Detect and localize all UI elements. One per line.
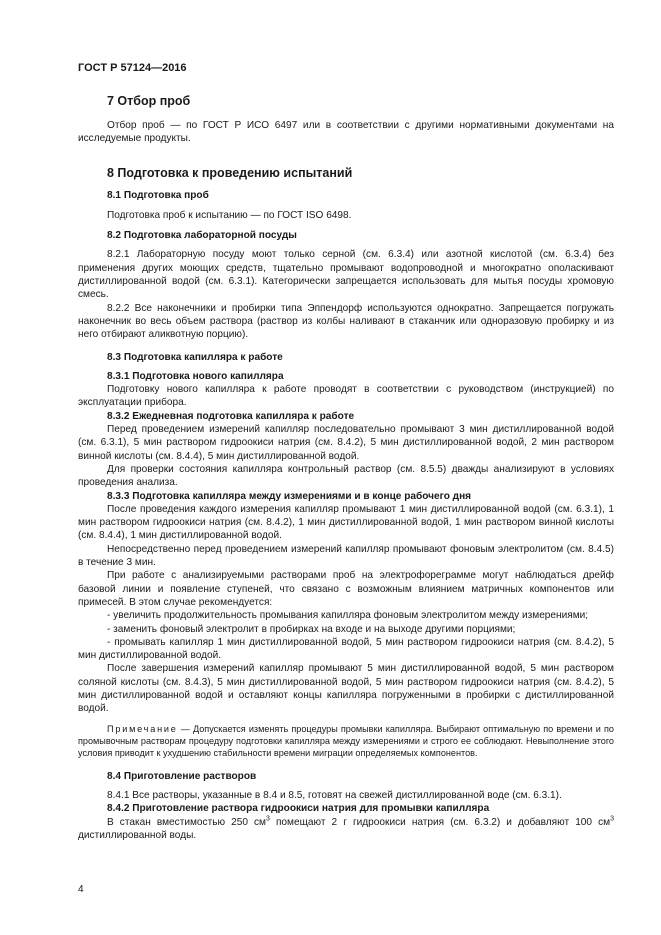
section-8-3-title: 8.3 Подготовка капилляра к работе <box>107 351 283 363</box>
section-8-3-2-text-1: Перед проведением измерений капилляр последовательно промывают 3 мин дистиллированной водой (см. 6.3.1), 5 мин раствором гидроокиси натрия (см. 8.4.2), 5 мин дистиллированной водой, 2 мин раствором винной кислоты (см. 8.4.4), 5 мин дистиллированной водой. <box>78 424 614 462</box>
note-label: Примечание <box>107 723 178 734</box>
section-8-3-3-text-4: После завершения измерений капилляр промывают 5 мин дистиллированной водой, 5 мин раствором соляной кислоты (см. 8.4.3), 5 мин дистиллированной водой, 5 мин раствором гидроокиси натрия (см. 8.4.2), 5 мин дистиллированной водой и оставляют концы капилляра погруженными в пробирки с дистиллированной водой. <box>78 663 614 715</box>
note-text: — Допускается изменять процедуры промывки капилляра. Выбирают оптимальную по времени и по промывочным растворам процедуру подготовки капилляра между измерениями и строго ее соблюдают. Невыполнение этого условия приводит к ухудшению стабильности времени миграции определяемых компонентов. <box>78 723 614 759</box>
section-8-4-2-title: 8.4.2 Приготовление раствора гидроокиси натрия для промывки капилляра <box>107 803 490 815</box>
page-number: 4 <box>78 884 84 895</box>
document-code: ГОСТ Р 57124—2016 <box>78 62 187 74</box>
section-8-3-2-text-2: Для проверки состояния капилляра контрольный раствор (см. 8.5.5) дважды анализируют в условиях проведения анализа. <box>78 463 614 489</box>
section-8-4-1-text: 8.4.1 Все растворы, указанные в 8.4 и 8.5, готовят на свежей дистиллированной воде (см. 6.3.1). <box>107 790 562 802</box>
list-item: - промывать капилляр 1 мин дистиллированной водой, 5 мин раствором гидроокиси натрия (см. 8.4.2), 5 мин дистиллированной водой. <box>78 636 614 662</box>
section-8-2-2-text: 8.2.2 Все наконечники и пробирки типа Эппендорф используются однократно. Запрещается погружать наконечник во весь объем раствора (раствор из колбы наливают в стаканчик или одноразовую пробирку и из него отбирают аликвотную порцию). <box>78 302 614 341</box>
section-8-title: 8 Подготовка к проведению испытаний <box>107 165 353 180</box>
section-8-3-3-text-2: Непосредственно перед проведением измерений капилляр промывают фоновым электролитом (см. 8.4.5) в течение 3 мин. <box>78 543 614 569</box>
section-8-3-3-text-3: При работе с анализируемыми растворами проб на электрофореграмме могут наблюдаться дрейф базовой линии и появление ступеней, что связано с возможным влиянием матричных компонентов или примесей. В этом случае рекомендуется: <box>78 570 614 608</box>
section-8-2-title: 8.2 Подготовка лабораторной посуды <box>107 230 297 242</box>
section-8-4-title: 8.4 Приготовление растворов <box>107 770 257 782</box>
list-item: - увеличить продолжительность промывания капилляра фоновым электролитом между измерениями; <box>107 610 589 622</box>
section-8-3-1-text: Подготовку нового капилляра к работе проводят в соответствии с руководством (инструкцией) по эксплуатации прибора. <box>78 384 614 409</box>
list-item: - заменить фоновый электролит в пробирках на входе и на выходе другими порциями; <box>107 623 516 635</box>
section-8-1-title: 8.1 Подготовка проб <box>107 189 209 201</box>
section-8-1-text: Подготовка проб к испытанию — по ГОСТ ISO 6498. <box>107 209 352 221</box>
section-7-text: Отбор проб — по ГОСТ Р ИСО 6497 или в соответствии с другими нормативными документами на исследуемые продукты. <box>78 120 614 145</box>
section-8-2-1-text: 8.2.1 Лабораторную посуду моют только серной (см. 6.3.4) или азотной кислотой (см. 6.3.4) без применения других моющих средств, тщательно промывают водопроводной и многократно ополаскивают дистиллированной водой (см. 6.3.1). Категорически запрещается использовать для мытья посуды хромовую смесь. <box>78 249 614 301</box>
section-8-3-3-text-1: После проведения каждого измерения капилляр промывают 1 мин дистиллированной водой (см. 6.3.1), 1 мин раствором гидроокиси натрия (см. 8.4.2), 1 мин дистиллированной водой, 1 мин раствором винной кислоты (см. 8.4.4), 1 мин дистиллированной водой. <box>78 503 614 542</box>
section-8-4-2-text: В стакан вместимостью 250 $см^3$ помещают 2 г гидроокиси натрия (см. 6.3.2) и добавляют 100 $см^3$ дистиллированной воды. <box>78 815 614 841</box>
note-block <box>78 723 614 760</box>
section-8-3-2-title: 8.3.2 Ежедневная подготовка капилляра к работе <box>107 410 355 422</box>
document-body <box>78 94 614 842</box>
section-8-3-1-title: 8.3.1 Подготовка нового капилляра <box>107 370 284 382</box>
section-7-title: 7 Отбор проб <box>107 94 191 108</box>
section-8-3-3-title: 8.3.3 Подготовка капилляра между измерениями и в конце рабочего дня <box>107 490 472 502</box>
